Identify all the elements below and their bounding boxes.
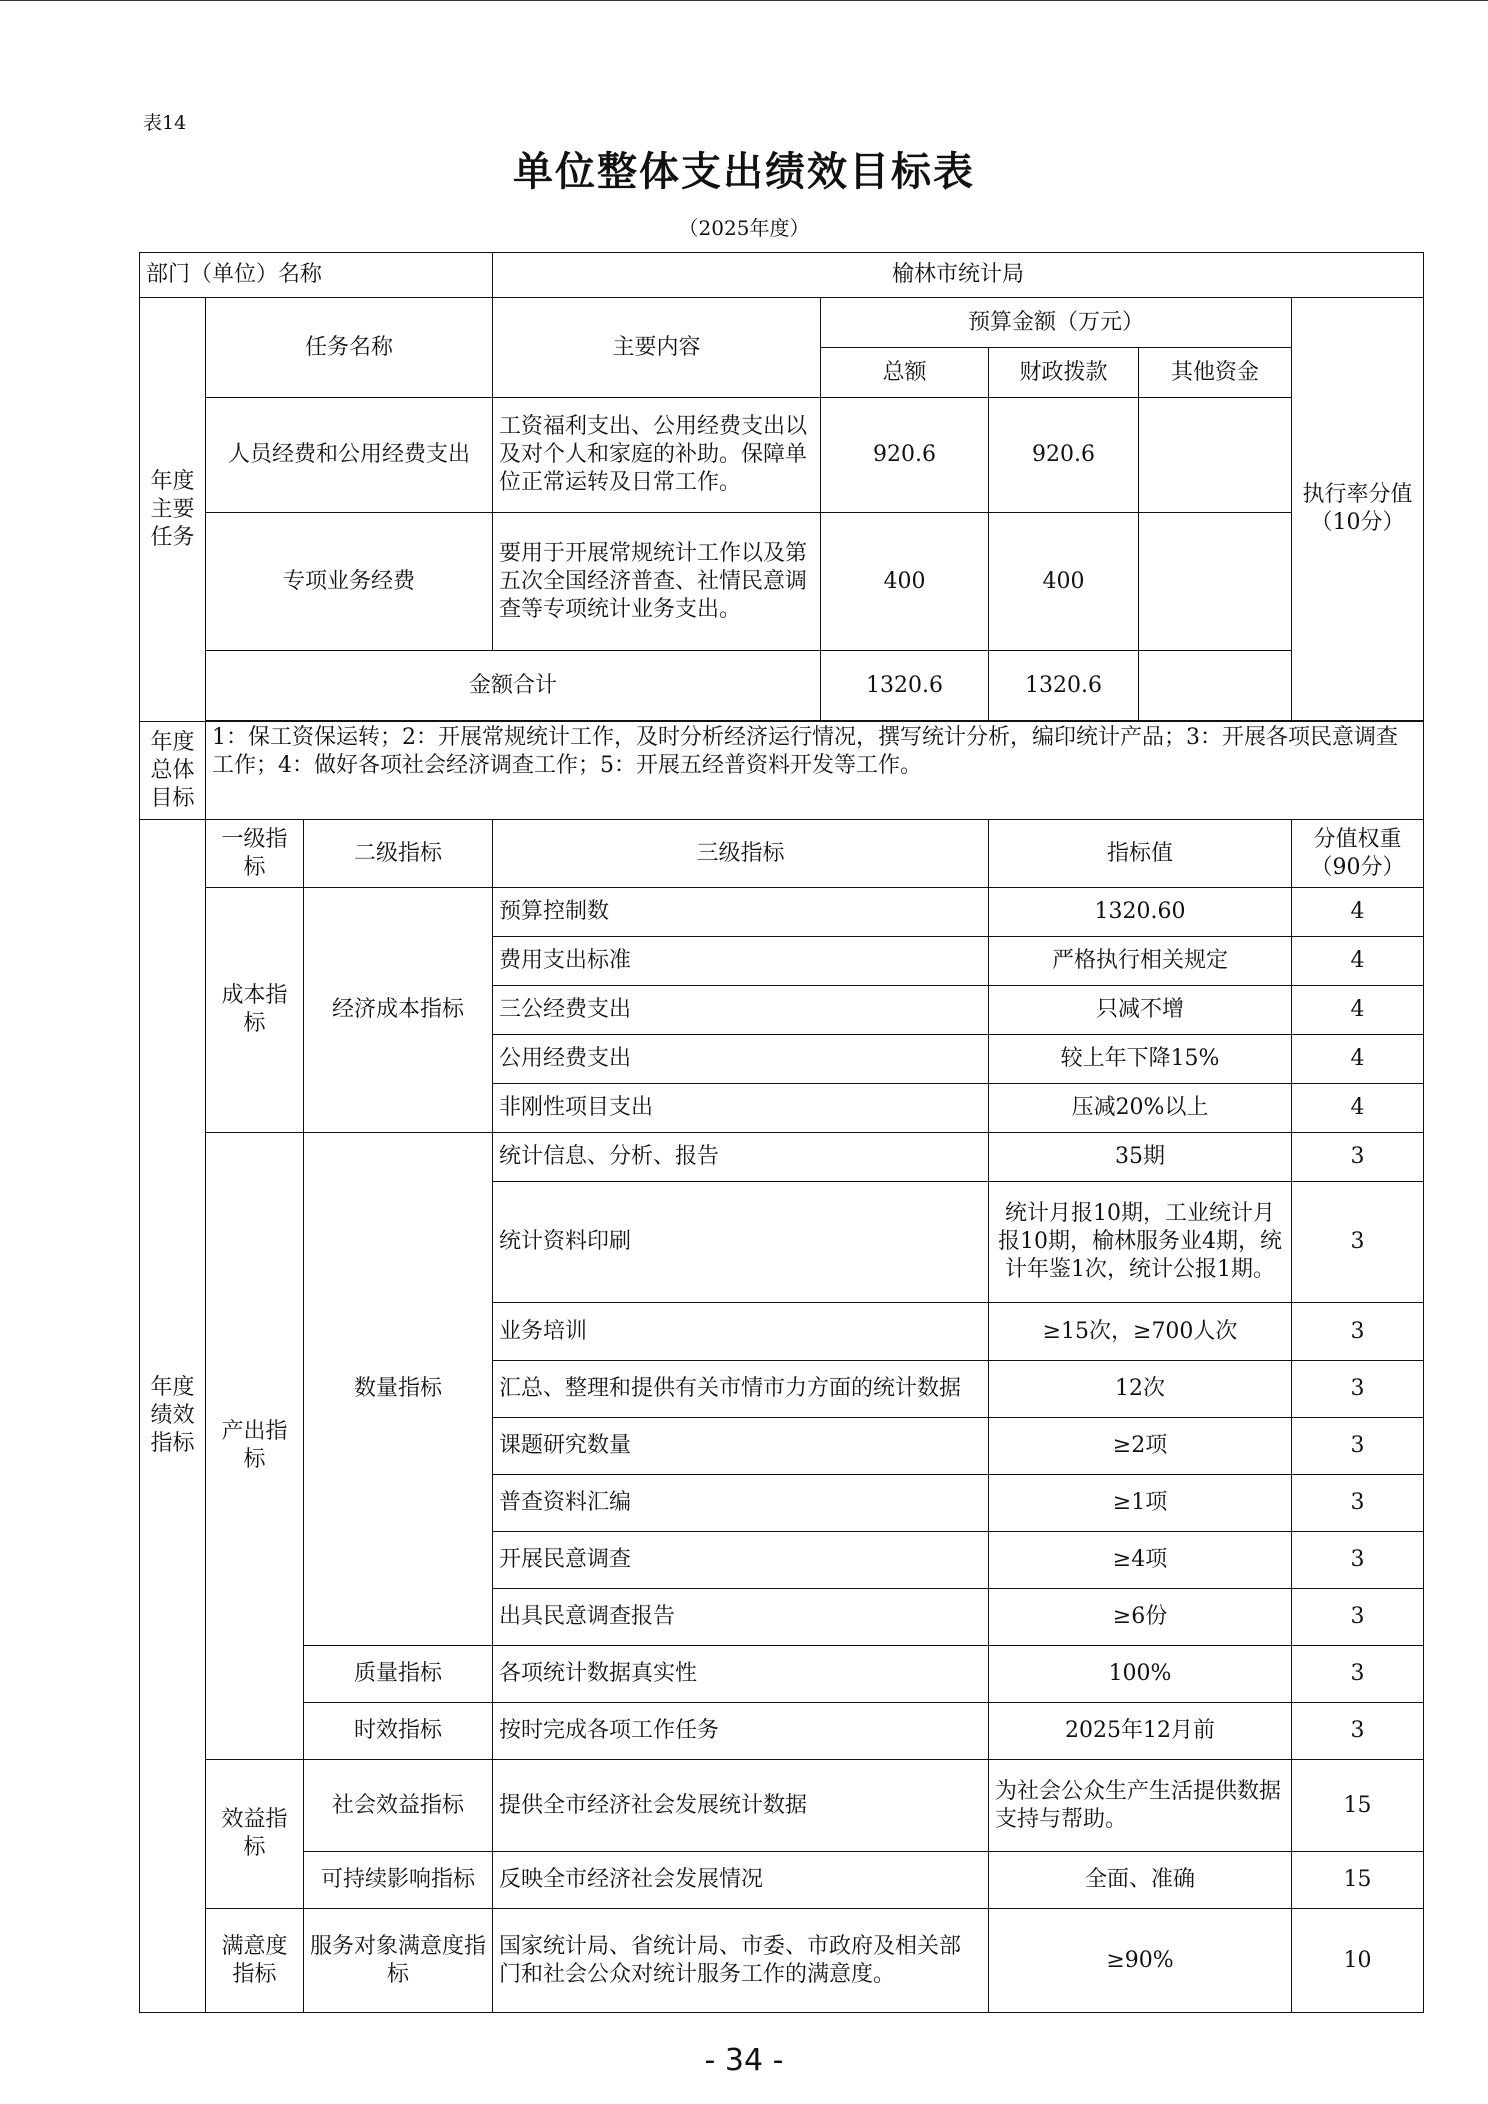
- indicator-weight: 3: [1292, 1475, 1424, 1532]
- budget-total-header: 总额: [821, 348, 989, 398]
- indicator-value: 35期: [989, 1133, 1292, 1182]
- indicator-weight: 3: [1292, 1589, 1424, 1646]
- quantity-indicator-l2: 数量指标: [304, 1133, 493, 1646]
- indicator-l3: 开展民意调查: [493, 1532, 989, 1589]
- indicator-value: 严格执行相关规定: [989, 937, 1292, 986]
- page-subtitle: （2025年度）: [678, 216, 810, 240]
- indicator-weight: 3: [1292, 1646, 1424, 1703]
- indicator-l3: 统计信息、分析、报告: [493, 1133, 989, 1182]
- task-fiscal: 400: [989, 513, 1139, 651]
- task-other: [1139, 398, 1292, 513]
- indicator-value: ≥90%: [989, 1909, 1292, 2013]
- cost-indicator-l1: 成本指标: [206, 888, 304, 1133]
- indicator-value: ≥15次，≥700人次: [989, 1303, 1292, 1361]
- budget-fiscal-header: 财政拨款: [989, 348, 1139, 398]
- indicator-weight: 4: [1292, 986, 1424, 1035]
- indicator-l3: 普查资料汇编: [493, 1475, 989, 1532]
- indicator-value: 全面、准确: [989, 1852, 1292, 1909]
- indicator-value: ≥4项: [989, 1532, 1292, 1589]
- indicator-weight: 15: [1292, 1760, 1424, 1852]
- indicator-value: 较上年下降15%: [989, 1035, 1292, 1084]
- task-content: 工资福利支出、公用经费支出以及对个人和家庭的补助。保障单位正常运转及日常工作。: [493, 398, 821, 513]
- social-benefit-indicator-l2: 社会效益指标: [304, 1760, 493, 1852]
- indicator-l3: 国家统计局、省统计局、市委、市政府及相关部门和社会公众对统计服务工作的满意度。: [493, 1909, 989, 2013]
- indicator-value: 1320.60: [989, 888, 1292, 937]
- indicator-weight: 4: [1292, 1035, 1424, 1084]
- score-weight-header: 分值权重（90分）: [1292, 820, 1424, 888]
- indicator-row: [140, 1852, 1424, 1909]
- indicator-l3: 汇总、整理和提供有关市情市力方面的统计数据: [493, 1361, 989, 1418]
- indicator-weight: 4: [1292, 1084, 1424, 1133]
- indicator-l3: 公用经费支出: [493, 1035, 989, 1084]
- indicator-row: [140, 888, 1424, 937]
- task-content: 要用于开展常规统计工作以及第五次全国经济普查、社情民意调查等专项统计业务支出。: [493, 513, 821, 651]
- performance-indicators-section-label: 年度绩效指标: [140, 820, 206, 2013]
- unit-name-label: 部门（单位）名称: [140, 253, 493, 298]
- indicator-l3: 费用支出标准: [493, 937, 989, 986]
- task-row: [140, 513, 1424, 651]
- indicator-row: [140, 1909, 1424, 2013]
- task-content-header: 主要内容: [493, 298, 821, 398]
- indicator-value: ≥6份: [989, 1589, 1292, 1646]
- indicator-l3: 按时完成各项工作任务: [493, 1703, 989, 1760]
- sustainability-indicator-l2: 可持续影响指标: [304, 1852, 493, 1909]
- indicator-l3: 统计资料印刷: [493, 1182, 989, 1303]
- indicator-row: [140, 1646, 1424, 1703]
- indicator-weight: 3: [1292, 1182, 1424, 1303]
- quality-indicator-l2: 质量指标: [304, 1646, 493, 1703]
- budget-amount-header: 预算金额（万元）: [821, 298, 1292, 348]
- indicator-value: 统计月报10期，工业统计月报10期，榆林服务业4期，统计年鉴1次，统计公报1期。: [989, 1182, 1292, 1303]
- indicator-header-row: [140, 820, 1424, 888]
- indicator-value: 压减20%以上: [989, 1084, 1292, 1133]
- overall-goal-row: [140, 722, 1424, 820]
- amount-total-label: 金额合计: [206, 651, 821, 721]
- indicator-l3: 非刚性项目支出: [493, 1084, 989, 1133]
- economic-cost-indicator-l2: 经济成本指标: [304, 888, 493, 1133]
- amount-total-row: [140, 651, 1424, 721]
- benefit-indicator-l1: 效益指标: [206, 1760, 304, 1909]
- indicator-l3: 各项统计数据真实性: [493, 1646, 989, 1703]
- indicator-weight: 4: [1292, 888, 1424, 937]
- indicator-row: [140, 1133, 1424, 1182]
- page-title: 单位整体支出绩效目标表: [513, 149, 975, 195]
- task-other: [1139, 513, 1292, 651]
- indicator-value: 只减不增: [989, 986, 1292, 1035]
- unit-name-value: 榆林市统计局: [493, 253, 1424, 298]
- page-number: - 34 -: [704, 2043, 784, 2078]
- level1-indicator-header: 一级指标: [206, 820, 304, 888]
- indicator-value: ≥1项: [989, 1475, 1292, 1532]
- task-header-row: [140, 298, 1424, 348]
- performance-target-table: [139, 252, 1424, 2013]
- table-number-label: 表14: [143, 112, 187, 134]
- indicator-weight: 3: [1292, 1303, 1424, 1361]
- indicator-value-header: 指标值: [989, 820, 1292, 888]
- indicator-value: ≥2项: [989, 1418, 1292, 1475]
- satisfaction-indicator-l1: 满意度指标: [206, 1909, 304, 2013]
- task-name-header: 任务名称: [206, 298, 493, 398]
- amount-fiscal-value: 1320.6: [989, 651, 1139, 721]
- indicator-l3: 业务培训: [493, 1303, 989, 1361]
- indicator-weight: 3: [1292, 1361, 1424, 1418]
- amount-total-value: 1320.6: [821, 651, 989, 721]
- indicator-weight: 3: [1292, 1703, 1424, 1760]
- indicator-weight: 3: [1292, 1532, 1424, 1589]
- indicator-value: 为社会公众生产生活提供数据支持与帮助。: [989, 1760, 1292, 1852]
- indicator-value: 2025年12月前: [989, 1703, 1292, 1760]
- indicator-weight: 15: [1292, 1852, 1424, 1909]
- task-fiscal: 920.6: [989, 398, 1139, 513]
- overall-goal-text: 1：保工资保运转；2：开展常规统计工作，及时分析经济运行情况，撰写统计分析，编印统计产品；3：开展各项民意调查工作；4：做好各项社会经济调查工作；5：开展五经普资料开发等工作。: [206, 722, 1424, 820]
- task-name: 专项业务经费: [206, 513, 493, 651]
- task-total: 920.6: [821, 398, 989, 513]
- task-name: 人员经费和公用经费支出: [206, 398, 493, 513]
- timeliness-indicator-l2: 时效指标: [304, 1703, 493, 1760]
- amount-other-value: [1139, 651, 1292, 721]
- level2-indicator-header: 二级指标: [304, 820, 493, 888]
- execution-rate-score-header: 执行率分值（10分）: [1292, 298, 1424, 721]
- indicator-weight: 4: [1292, 937, 1424, 986]
- level3-indicator-header: 三级指标: [493, 820, 989, 888]
- indicator-l3: 反映全市经济社会发展情况: [493, 1852, 989, 1909]
- indicator-weight: 10: [1292, 1909, 1424, 2013]
- indicator-l3: 预算控制数: [493, 888, 989, 937]
- indicator-value: 12次: [989, 1361, 1292, 1418]
- task-row: [140, 398, 1424, 513]
- task-total: 400: [821, 513, 989, 651]
- indicator-l3: 三公经费支出: [493, 986, 989, 1035]
- indicator-value: 100%: [989, 1646, 1292, 1703]
- indicator-weight: 3: [1292, 1133, 1424, 1182]
- service-satisfaction-indicator-l2: 服务对象满意度指标: [304, 1909, 493, 2013]
- indicator-weight: 3: [1292, 1418, 1424, 1475]
- indicator-l3: 课题研究数量: [493, 1418, 989, 1475]
- indicator-row: [140, 1703, 1424, 1760]
- page-top-border: [0, 0, 1488, 1]
- output-indicator-l1: 产出指标: [206, 1133, 304, 1760]
- annual-tasks-section-label: 年度主要任务: [140, 298, 206, 722]
- unit-name-row: [140, 253, 1424, 298]
- overall-goal-label: 年度总体目标: [140, 722, 206, 820]
- indicator-row: [140, 1760, 1424, 1852]
- indicator-l3: 提供全市经济社会发展统计数据: [493, 1760, 989, 1852]
- budget-other-header: 其他资金: [1139, 348, 1292, 398]
- indicator-l3: 出具民意调查报告: [493, 1589, 989, 1646]
